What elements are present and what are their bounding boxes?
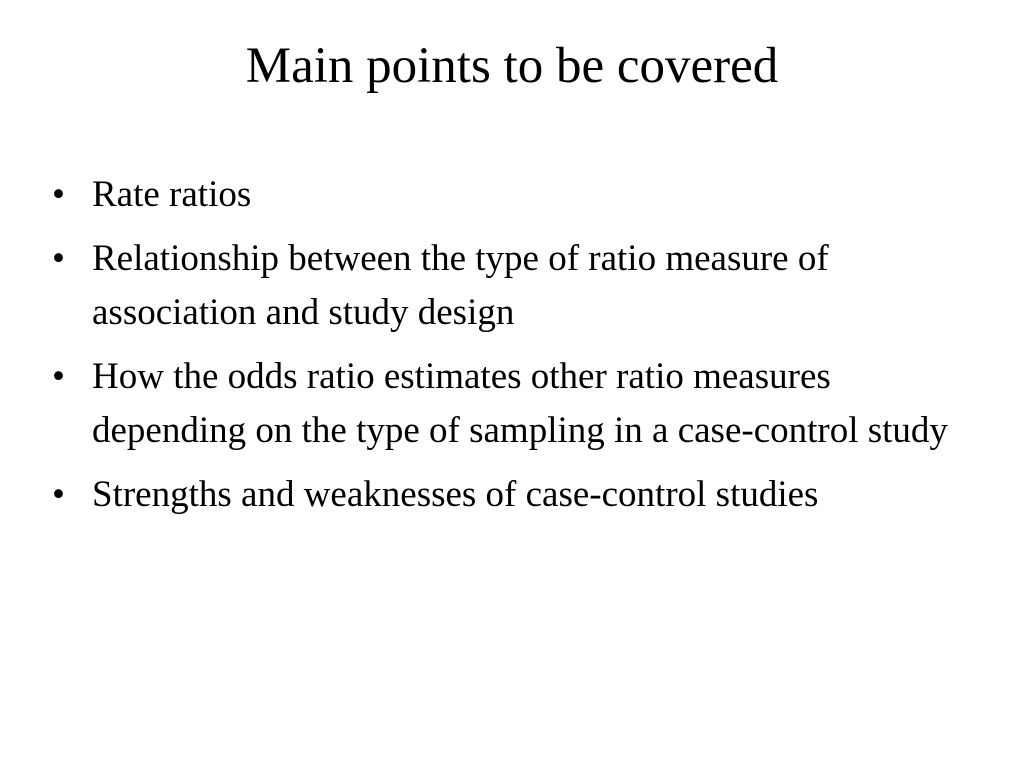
- slide-title: Main points to be covered: [245, 38, 779, 94]
- bullet-item-strengths-weaknesses: [52, 468, 972, 522]
- bullet-icon: •: [52, 474, 65, 515]
- bullet-item-rate-ratios: [52, 168, 972, 222]
- bullet-list: [52, 168, 972, 532]
- bullet-icon: •: [52, 174, 65, 215]
- bullet-text: How the odds ratio estimates other ratio measures depending on the type of sampling in a case-control study: [92, 356, 948, 451]
- bullet-text: Strengths and weaknesses of case-control studies: [92, 474, 819, 515]
- bullet-text: Rate ratios: [92, 174, 252, 215]
- bullet-item-odds-ratio: [52, 350, 972, 458]
- bullet-text: Relationship between the type of ratio measure of association and study design: [92, 238, 829, 333]
- bullet-item-relationship: [52, 232, 972, 340]
- bullet-icon: •: [52, 356, 65, 397]
- bullet-icon: •: [52, 238, 65, 279]
